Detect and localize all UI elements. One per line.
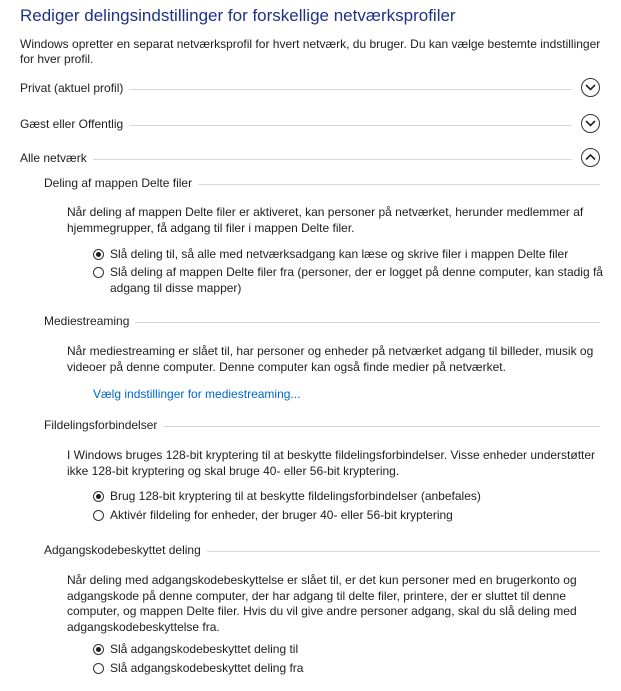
radio-label: Aktivér fildeling for enheder, der bruger 40- eller 56-bit kryptering xyxy=(110,508,453,522)
radio-button-checked[interactable] xyxy=(93,644,104,655)
chevron-down-icon[interactable] xyxy=(581,78,600,97)
section-description: Når deling med adgangskodebeskyttelse er slået til, er det kun personer med en brugerkonto og adgangskode på denne computer, der har adgang til delte filer, printere, der er sluttet til denne computer, og mappen Delte filer. Hvis du vil give andre personer adgang, skal du slå deling med adgangskodebeskyttelse fra. xyxy=(67,573,577,634)
profile-private-label: Privat (aktuel profil) xyxy=(20,81,129,95)
page-title: Rediger delingsindstillinger for forskellige netværksprofiler xyxy=(20,6,456,25)
radio-label: Slå deling af mappen Delte filer fra (personer, der er logget på denne computer, kan stadig få adgang til disse mapper) xyxy=(110,265,603,295)
radio-button[interactable] xyxy=(93,663,104,674)
chevron-down-icon[interactable] xyxy=(581,114,600,133)
profile-all[interactable] xyxy=(20,148,600,170)
radio-button[interactable] xyxy=(93,267,104,278)
profile-private[interactable] xyxy=(20,78,600,100)
radio-button[interactable] xyxy=(93,510,104,521)
chevron-up-icon[interactable] xyxy=(581,148,600,167)
radio-label: Slå adgangskodebeskyttet deling fra xyxy=(110,661,304,675)
section-heading: Fildelingsforbindelser xyxy=(44,418,163,432)
section-heading: Mediestreaming xyxy=(44,314,135,328)
section-description: Når mediestreaming er slået til, har personer og enheder på netværket adgang til billeder, musik og videoer på denne computer. Denne computer kan også finde medier på netværket. xyxy=(67,344,594,374)
section-public-folder xyxy=(44,176,600,194)
radio-label: Brug 128-bit kryptering til at beskytte fildelingsforbindelser (anbefales) xyxy=(110,489,481,503)
section-media-streaming xyxy=(44,314,600,332)
radio-button-checked[interactable] xyxy=(93,491,104,502)
section-description: Når deling af mappen Delte filer er aktiveret, kan personer på netværket, herunder medlemmer af hjemmegrupper, få adgang til filer i mappen Delte filer. xyxy=(67,205,584,235)
radio-label: Slå adgangskodebeskyttet deling til xyxy=(110,642,299,656)
profile-guest-label: Gæst eller Offentlig xyxy=(20,117,129,131)
section-description: I Windows bruges 128-bit kryptering til at beskytte fildelingsforbindelser. Visse enheder understøtter ikke 128-bit kryptering og skal bruge 40- eller 56-bit kryptering. xyxy=(67,448,596,478)
intro-text: Windows opretter en separat netværksprofil for hvert netværk, du bruger. Du kan vælge bestemte indstillinger for hver profil. xyxy=(20,37,601,66)
divider xyxy=(20,159,572,160)
profile-all-label: Alle netværk xyxy=(20,151,93,165)
radio-button-checked[interactable] xyxy=(93,249,104,260)
radio-label: Slå deling til, så alle med netværksadgang kan læse og skrive filer i mappen Delte filer xyxy=(110,247,569,261)
section-heading: Adgangskodebeskyttet deling xyxy=(44,543,207,557)
media-streaming-options-link[interactable]: Vælg indstillinger for mediestreaming... xyxy=(93,387,301,401)
section-file-sharing xyxy=(44,418,600,436)
profile-guest[interactable] xyxy=(20,114,600,136)
section-heading: Deling af mappen Delte filer xyxy=(44,176,198,190)
section-password-sharing xyxy=(44,543,600,561)
